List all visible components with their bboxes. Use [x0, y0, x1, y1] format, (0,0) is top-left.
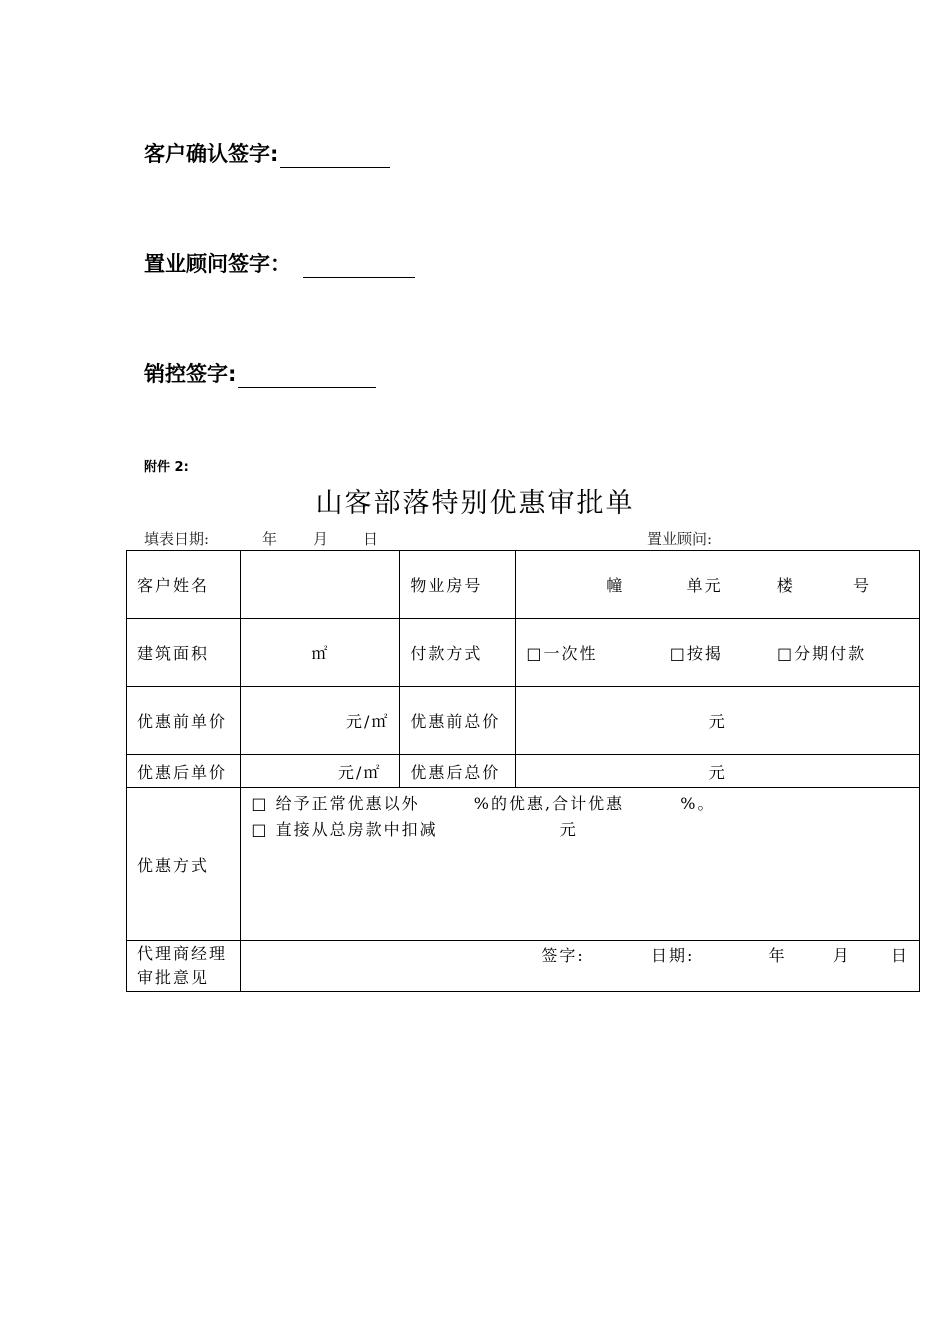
- fill-date-label: 填表日期:: [144, 530, 210, 548]
- table-row: [127, 788, 920, 941]
- area-unit: ㎡: [311, 644, 330, 663]
- customer-name-field[interactable]: [241, 551, 400, 619]
- property-no-label: 物业房号: [400, 551, 516, 619]
- discount-opt2-unit: 元: [559, 820, 578, 839]
- consultant-signature-line: [144, 248, 415, 278]
- consultant-signature-label: 置业顾问签字：: [144, 252, 291, 276]
- consultant-label: 置业顾问:: [647, 530, 713, 548]
- consultant-signature-blank[interactable]: [303, 257, 415, 278]
- sales-control-signature-blank[interactable]: [238, 367, 376, 388]
- discount-opt1-text-b: %的优惠,合计优惠: [473, 794, 625, 813]
- price-after-unit: 元/㎡: [337, 762, 382, 782]
- discount-opt2-text: □ 直接从总房款中扣减: [251, 820, 438, 839]
- customer-signature-blank[interactable]: [280, 147, 390, 168]
- fill-date-day: 日: [363, 530, 379, 548]
- customer-name-label: 客户姓名: [127, 551, 241, 619]
- payment-label: 付款方式: [400, 619, 516, 687]
- property-no-field[interactable]: [516, 551, 920, 619]
- price-after-field[interactable]: [241, 755, 400, 788]
- pay-mortgage-checkbox[interactable]: □按揭: [669, 644, 723, 663]
- customer-signature-label: 客户确认签字:: [144, 142, 279, 166]
- discount-opt1-text-c: %。: [680, 794, 716, 813]
- agent-approval-field[interactable]: [241, 941, 920, 992]
- attachment-label: 附件 2:: [144, 460, 189, 475]
- area-field[interactable]: [241, 619, 400, 687]
- customer-signature-line: [144, 138, 390, 168]
- total-before-unit: 元: [708, 712, 727, 731]
- table-row: [127, 619, 920, 687]
- table-row: [127, 755, 920, 788]
- approval-year: 年: [768, 946, 787, 965]
- date-label: 日期:: [650, 946, 695, 965]
- table-row: [127, 687, 920, 755]
- pay-once-checkbox[interactable]: □一次性: [526, 644, 598, 663]
- sales-control-signature-line: [144, 358, 376, 388]
- discount-option-deduct[interactable]: [251, 817, 909, 843]
- fill-date-year: 年: [262, 530, 278, 548]
- total-after-unit: 元: [708, 762, 727, 782]
- approval-form-table: [126, 550, 920, 992]
- approval-month: 月: [832, 946, 851, 965]
- total-before-field[interactable]: [516, 687, 920, 755]
- total-after-label: 优惠后总价: [400, 755, 516, 788]
- agent-approval-label: 代理商经理审批意见: [127, 941, 241, 992]
- payment-options: [516, 619, 920, 687]
- discount-option-percent[interactable]: [251, 791, 909, 817]
- price-before-unit: 元/㎡: [345, 712, 390, 731]
- fill-date-month: 月: [313, 530, 329, 548]
- sign-label: 签字:: [541, 946, 585, 965]
- total-before-label: 优惠前总价: [400, 687, 516, 755]
- price-before-field[interactable]: [241, 687, 400, 755]
- discount-method-field: [241, 788, 920, 941]
- floor-label: 楼: [776, 576, 795, 595]
- form-title: 山客部落特别优惠审批单: [315, 488, 635, 519]
- building-label: 幢: [606, 576, 625, 595]
- number-label: 号: [853, 576, 872, 595]
- sales-control-signature-label: 销控签字:: [144, 362, 237, 386]
- price-before-label: 优惠前单价: [127, 687, 241, 755]
- area-label: 建筑面积: [127, 619, 241, 687]
- unit-label: 单元: [686, 576, 723, 595]
- total-after-field[interactable]: [516, 755, 920, 788]
- discount-method-label: 优惠方式: [127, 788, 241, 941]
- approval-day: 日: [890, 946, 909, 965]
- pay-installment-checkbox[interactable]: □分期付款: [777, 644, 867, 663]
- price-after-label: 优惠后单价: [127, 755, 241, 788]
- table-row: [127, 551, 920, 619]
- table-row: [127, 941, 920, 992]
- discount-opt1-text-a: □ 给予正常优惠以外: [251, 794, 420, 813]
